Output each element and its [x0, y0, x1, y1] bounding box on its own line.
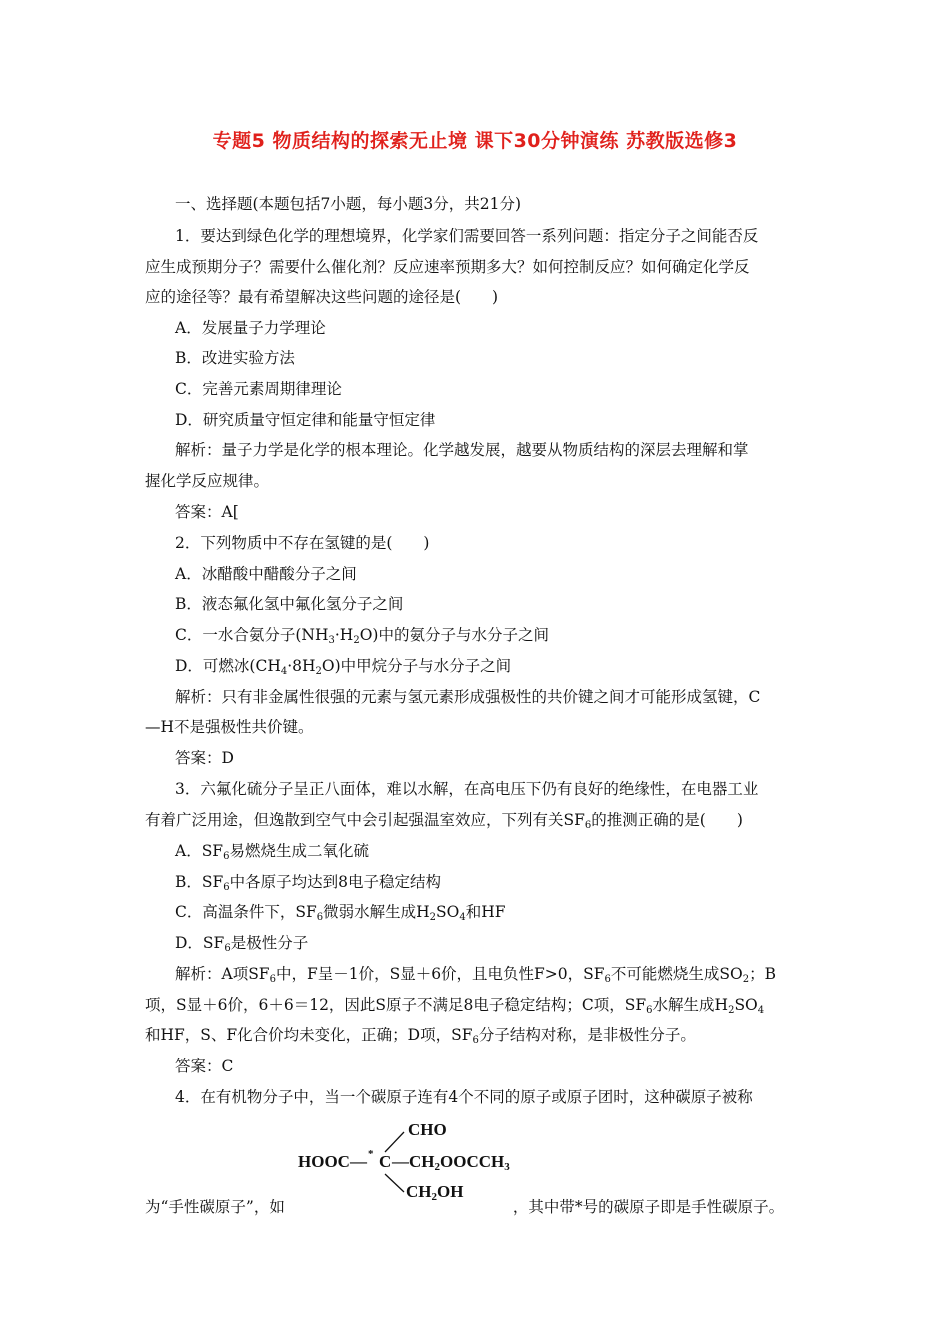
q3-option-b: B．$SF_6$中各原子均达到8电子稳定结构: [175, 873, 442, 893]
q1-stem-line3: 应的途径等？最有希望解决这些问题的途径是( ): [145, 288, 499, 306]
q1-explanation-line1: 解析：量子力学是化学的根本理论。化学越发展，越要从物质结构的深层去理解和掌: [175, 441, 749, 459]
q3-option-c: C．高温条件下，$SF_6$微弱水解生成$H_2SO_4$和HF: [175, 903, 506, 923]
bond-up: [385, 1132, 404, 1152]
q1-explanation-line2: 握化学反应规律。: [145, 472, 270, 490]
q3-option-d: D．$SF_6$是极性分子: [175, 934, 309, 954]
q2-option-a: A．冰醋酸中醋酸分子之间: [175, 565, 357, 583]
mol-central-carbon: C: [379, 1152, 392, 1171]
q2-explanation-line1: 解析：只有非金属性很强的元素与氢元素形成强极性的共价键之间才可能形成氢键，C: [175, 688, 761, 706]
q3-option-a: A．$SF_6$易燃烧生成二氧化硫: [175, 842, 369, 862]
q1-option-c: C．完善元素周期律理论: [175, 380, 342, 398]
q4-stem-line2: 为“手性碳原子”，如 ，其中带*号的碳原子即是手性碳原子。: [145, 1198, 785, 1216]
q1-stem-line2: 应生成预期分子？需要什么催化剂？反应速率预期多大？如何控制反应？如何确定化学反: [145, 258, 750, 276]
mol-hooc-group: HOOC—: [298, 1152, 367, 1171]
q3-explanation-line2: 项，S显＋6价，6＋6＝12，因此S原子不满足8电子稳定结构；C项，$SF_6$水解生成$H_2SO_4$: [145, 996, 765, 1016]
mol-ester-group: $—CH_2OOCCH_3$: [392, 1152, 510, 1173]
q3-stem-line2: 有着广泛用途，但逸散到空气中会引起强温室效应，下列有关$SF_6$的推测正确的是( ): [145, 811, 743, 831]
q1-option-a: A．发展量子力学理论: [175, 319, 326, 337]
q4-stem-line1: 4．在有机物分子中，当一个碳原子连有4个不同的原子或原子团时，这种碳原子被称: [175, 1088, 753, 1106]
section-heading: 一、选择题(本题包括7小题，每小题3分，共21分): [175, 195, 522, 213]
bond-down: [385, 1174, 404, 1192]
q1-option-b: B．改进实验方法: [175, 349, 295, 367]
q3-explanation-line1: 解析：A项$SF_6$中，F呈－1价，S显＋6价，且电负性F>0，$SF_6$不可能燃烧生成$SO_2$；B: [175, 965, 776, 985]
q2-option-c: C．一水合氨分子$(NH_3\cdot H_2O)$中的氨分子与水分子之间: [175, 626, 549, 646]
q2-explanation-line2: —H不是强极性共价键。: [145, 718, 314, 736]
q3-answer: 答案：C: [175, 1057, 234, 1075]
q2-option-b: B．液态氟化氢中氟化氢分子之间: [175, 595, 404, 613]
q2-stem: 2．下列物质中不存在氢键的是( ): [175, 534, 430, 552]
q1-answer: 答案：A[: [175, 503, 239, 521]
q2-option-d: D．可燃冰$(CH_4\cdot 8H_2O)$中甲烷分子与水分子之间: [175, 657, 512, 677]
q1-stem-line1: 1．要达到绿色化学的理想境界，化学家们需要回答一系列问题：指定分子之间能否反: [175, 227, 759, 245]
q3-explanation-line3: 和HF，S、F化合价均未变化，正确；D项，$SF_6$分子结构对称，是非极性分子。: [145, 1026, 696, 1046]
q2-answer: 答案：D: [175, 749, 234, 767]
mol-chiral-star: *: [368, 1148, 374, 1160]
page-title: 专题5 物质结构的探索无止境 课下30分钟演练 苏教版选修3: [212, 130, 738, 152]
mol-cho-group: CHO: [408, 1120, 447, 1139]
q1-option-d: D．研究质量守恒定律和能量守恒定律: [175, 411, 436, 429]
q3-stem-line1: 3．六氟化硫分子呈正八面体，难以水解，在高电压下仍有良好的绝缘性，在电器工业: [175, 780, 759, 798]
mol-ch2oh-group: $CH_2OH$: [406, 1182, 464, 1203]
